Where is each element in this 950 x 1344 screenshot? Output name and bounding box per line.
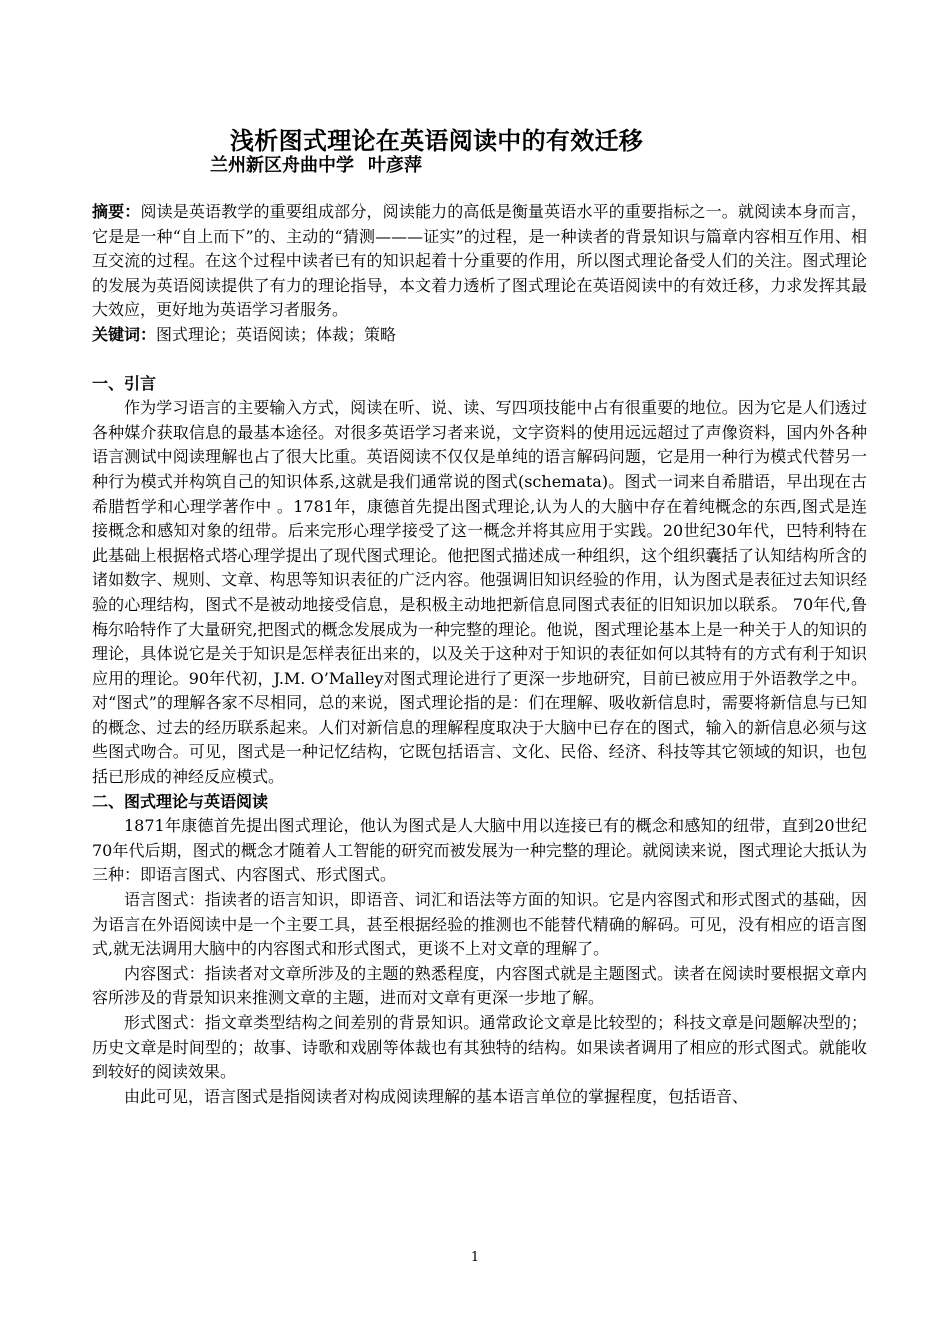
keywords-text: 图式理论；英语阅读；体裁；策略 — [156, 324, 397, 344]
section2-paragraph-5: 由此可见，语言图式是指阅读者对构成阅读理解的基本语言单位的掌握程度，包括语音、 — [124, 1086, 749, 1106]
author-school: 兰州新区舟曲中学 — [210, 155, 354, 176]
abstract — [92, 200, 867, 323]
abstract-text: 阅读是英语教学的重要组成部分，阅读能力的高低是衡量英语水平的重要指标之一。就阅读本身而言，它是是一种“自上而下”的、主动的“猜测———证实”的过程，是一种读者的背景知识与篇章内容相互作用、相互交流的过程。在这个过程中读者已有的知识起着十分重要的作用，所以图式理论备受人们的关注。图式理论的发展为英语阅读提供了有力的理论指导，本文着力透析了图式理论在英语阅读中的有效迁移，力求发挥其最大效应，更好地为英语学习者服务。 — [92, 202, 867, 320]
page-title: 浅析图式理论在英语阅读中的有效迁移 — [230, 126, 644, 155]
section2-paragraph-4: 形式图式：指文章类型结构之间差别的背景知识。通常政论文章是比较型的；科技文章是问题解决型的；历史文章是时间型的；故事、诗歌和戏剧等体裁也有其独特的结构。如果读者调用了相应的形式图式。就能收到较好的阅读效果。 — [92, 1013, 867, 1082]
keywords-label: 关键词： — [92, 324, 157, 344]
section2-paragraph-2: 语言图式：指读者的语言知识，即语音、词汇和语法等方面的知识。它是内容图式和形式图式的基础，因为语言在外语阅读中是一个主要工具，甚至根据经验的推测也不能替代精确的解码。可见，没有相应的语言图式,就无法调用大脑中的内容图式和形式图式，更谈不上对文章的理解了。 — [92, 890, 867, 959]
page-number: 1 — [470, 1250, 480, 1265]
section2-paragraph-1: 1871年康德首先提出图式理论，他认为图式是人大脑中用以连接已有的概念和感知的纽带，直到20世纪70年代后期，图式的概念才随着人工智能的研究而被发展为一种完整的理论。就阅读来说，图式理论大抵认为三种：即语言图式、内容图式、形式图式。 — [92, 816, 867, 885]
section2-paragraph-3: 内容图式：指读者对文章所涉及的主题的熟悉程度，内容图式就是主题图式。读者在阅读时要根据文章内容所涉及的背景知识来推测文章的主题，进而对文章有更深一步地了解。 — [92, 963, 867, 1008]
document-body — [92, 200, 867, 1109]
section1-heading: 一、引言 — [92, 373, 157, 393]
spacer — [92, 348, 867, 372]
section2-heading: 二、图式理论与英语阅读 — [92, 791, 269, 811]
keywords — [92, 323, 867, 348]
author-name: 叶彦萍 — [368, 155, 422, 176]
author-line — [210, 151, 422, 177]
abstract-label: 摘要： — [92, 202, 141, 221]
section1-paragraph-1: 作为学习语言的主要输入方式，阅读在听、说、读、写四项技能中占有很重要的地位。因为它是人们透过各种媒介获取信息的最基本途径。对很多英语学习者来说，文字资料的使用远远超过了声像资料，国内外各种语言测试中阅读理解也占了很大比重。英语阅读不仅仅是单纯的语言解码问题，它是用一种行为模式代替另一种行为模式并构筑自己的知识体系,这就是我们通常说的图式(schemata)。图式一词来自希腊语，早出现在古希腊哲学和心理学著作中 。1781年，康德首先提出图式理论,认为人的大脑中存在着纯概念的东西,图式是连接概念和感知对象的纽带。后来完形心理学接受了这一概念并将其应用于实践。20世纪30年代，巴特利特在此基础上根据格式塔心理学提出了现代图式理论。他把图式描述成一种组织，这个组织囊括了认知结构所含的诸如数字、规则、文章、构思等知识表征的广泛内容。他强调旧知识经验的作用，认为图式是表征过去知识经验的心理结构，图式不是被动地接受信息，是积极主动地把新信息同图式表征的旧知识加以联系。 70年代,鲁梅尔哈特作了大量研究,把图式的概念发展成为一种完整的理论。他说，图式理论基本上是一种关于人的知识的理论，具体说它是关于知识是怎样表征出来的，以及关于这种对于知识的表征如何以其特有的方式有利于知识应用的理论。90年代初，J.M. O’Malley对图式理论进行了更深一步地研究，目前已被应用于外语教学之中。对“图式”的理解各家不尽相同，总的来说，图式理论指的是：们在理解、吸收新信息时，需要将新信息与已知的概念、过去的经历联系起来。人们对新信息的理解程度取决于大脑中已存在的图式，输入的新信息必须与这些图式吻合。可见，图式是一种记忆结构，它既包括语言、文化、民俗、经济、科技等其它领域的知识，也包括已形成的神经反应模式。 — [92, 398, 867, 787]
